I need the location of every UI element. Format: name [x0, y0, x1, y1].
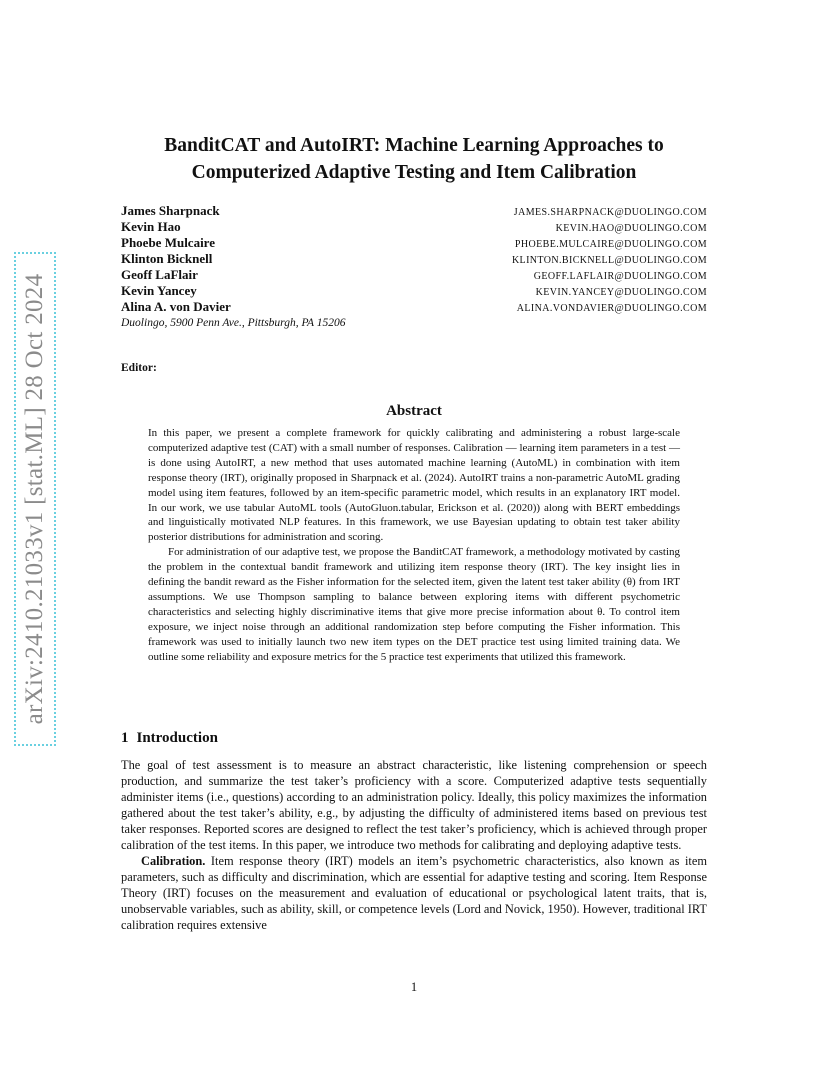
author-name: Kevin Hao: [121, 219, 181, 234]
page-number: 1: [410, 980, 418, 994]
author-row: [121, 283, 707, 299]
introduction-body: [121, 757, 707, 933]
title-line-1: BanditCAT and AutoIRT: Machine Learning Approaches to: [164, 135, 664, 156]
abstract-heading: Abstract: [386, 403, 442, 419]
intro-paragraph-2: [121, 853, 707, 933]
arxiv-identifier: arXiv:2410.21033v1 [stat.ML] 28 Oct 2024: [21, 273, 48, 725]
author-row: [121, 203, 707, 219]
affiliation: Duolingo, 5900 Penn Ave., Pittsburgh, PA 15206: [121, 317, 346, 329]
author-name: Klinton Bicknell: [121, 251, 213, 266]
author-list: [121, 203, 707, 315]
intro-paragraph-2-text: Item response theory (IRT) models an item’s psychometric characteristics, also known as item parameters, such as difficulty and discrimination, which are essential for adaptive testing and scoring. Item Response Theory (IRT) focuses on the measurement and evaluation of educational or psychological latent traits, that is, unobservable variables, such as ability, skill, or competence levels (Lord and Novick, 1950). However, traditional IRT calibration requires extensive: [121, 854, 707, 932]
author-email: PHOEBE.MULCAIRE@DUOLINGO.COM: [514, 239, 707, 250]
author-name: Geoff LaFlair: [121, 267, 198, 282]
author-email: JAMES.SHARPNACK@DUOLINGO.COM: [513, 207, 707, 218]
author-email: KLINTON.BICKNELL@DUOLINGO.COM: [511, 255, 707, 266]
author-row: [121, 299, 707, 315]
author-name: Phoebe Mulcaire: [121, 235, 215, 250]
author-name: Kevin Yancey: [121, 283, 197, 298]
section-number: 1: [121, 730, 129, 746]
author-row: [121, 267, 707, 283]
author-row: [121, 251, 707, 267]
section-heading: [121, 730, 218, 747]
run-in-heading: Calibration.: [141, 854, 206, 868]
author-email: ALINA.VONDAVIER@DUOLINGO.COM: [516, 303, 707, 314]
section-title: Introduction: [136, 730, 218, 746]
abstract-body: [148, 426, 680, 665]
author-email: GEOFF.LAFLAIR@DUOLINGO.COM: [533, 271, 707, 282]
author-row: [121, 235, 707, 251]
author-row: [121, 219, 707, 235]
title-line-2: Computerized Adaptive Testing and Item Calibration: [191, 162, 637, 183]
paper-title: [110, 132, 718, 186]
author-email: KEVIN.HAO@DUOLINGO.COM: [555, 223, 707, 234]
editor-label: Editor:: [121, 362, 157, 374]
author-name: James Sharpnack: [121, 203, 220, 218]
author-email: KEVIN.YANCEY@DUOLINGO.COM: [535, 287, 707, 298]
abstract-paragraph-2: For administration of our adaptive test, we propose the BanditCAT framework, a methodology motivated by casting the problem in the contextual bandit framework and utilizing item response theory (IRT). The key insight lies in defining the bandit reward as the Fisher information for the selected item, given the latent test taker ability (θ) from IRT assumptions. We use Thompson sampling to balance between exploring items with different psychometric characteristics and selecting highly discriminative items that give more precise information about θ. To control item exposure, we inject noise through an additional randomization step before computing the Fisher information. This framework was used to initially launch two new item types on the DET practice test using limited training data. We outline some reliability and exposure metrics for the 5 practice test experiments that utilized this framework.: [148, 546, 680, 663]
abstract-paragraph-1: In this paper, we present a complete framework for quickly calibrating and administering a robust large-scale computerized adaptive test (CAT) with a small number of responses. Calibration — learning item parameters in a test — is done using AutoIRT, a new method that uses automated machine learning (AutoML) in combination with item response theory (IRT), originally proposed in Sharpnack et al. (2024). AutoIRT trains a non-parametric AutoML grading model using item features, followed by an item-specific parametric model, which results in an explanatory IRT model. In our work, we use tabular AutoML tools (AutoGluon.tabular, Erickson et al. (2020)) along with BERT embeddings and linguistically motivated NLP features. In this framework, we use Bayesian updating to obtain test taker ability posterior distributions for administration and scoring.: [148, 427, 680, 544]
intro-paragraph-1: The goal of test assessment is to measure an abstract characteristic, like listening comprehension or speech production, and summarize the test taker’s proficiency with a score. Computerized adaptive tests sequentially administer items (i.e., questions) according to an administration policy. Ideally, this policy maximizes the information gathered about the test taker’s ability, e.g., by adjusting the difficulty of administered items based on previous test taker responses. Reported scores are designed to reflect the test taker’s proficiency, which is achieved through proper calibration of the test items. In this paper, we introduce two methods for calibrating and deploying adaptive tests.: [121, 758, 707, 852]
author-name: Alina A. von Davier: [121, 299, 231, 314]
